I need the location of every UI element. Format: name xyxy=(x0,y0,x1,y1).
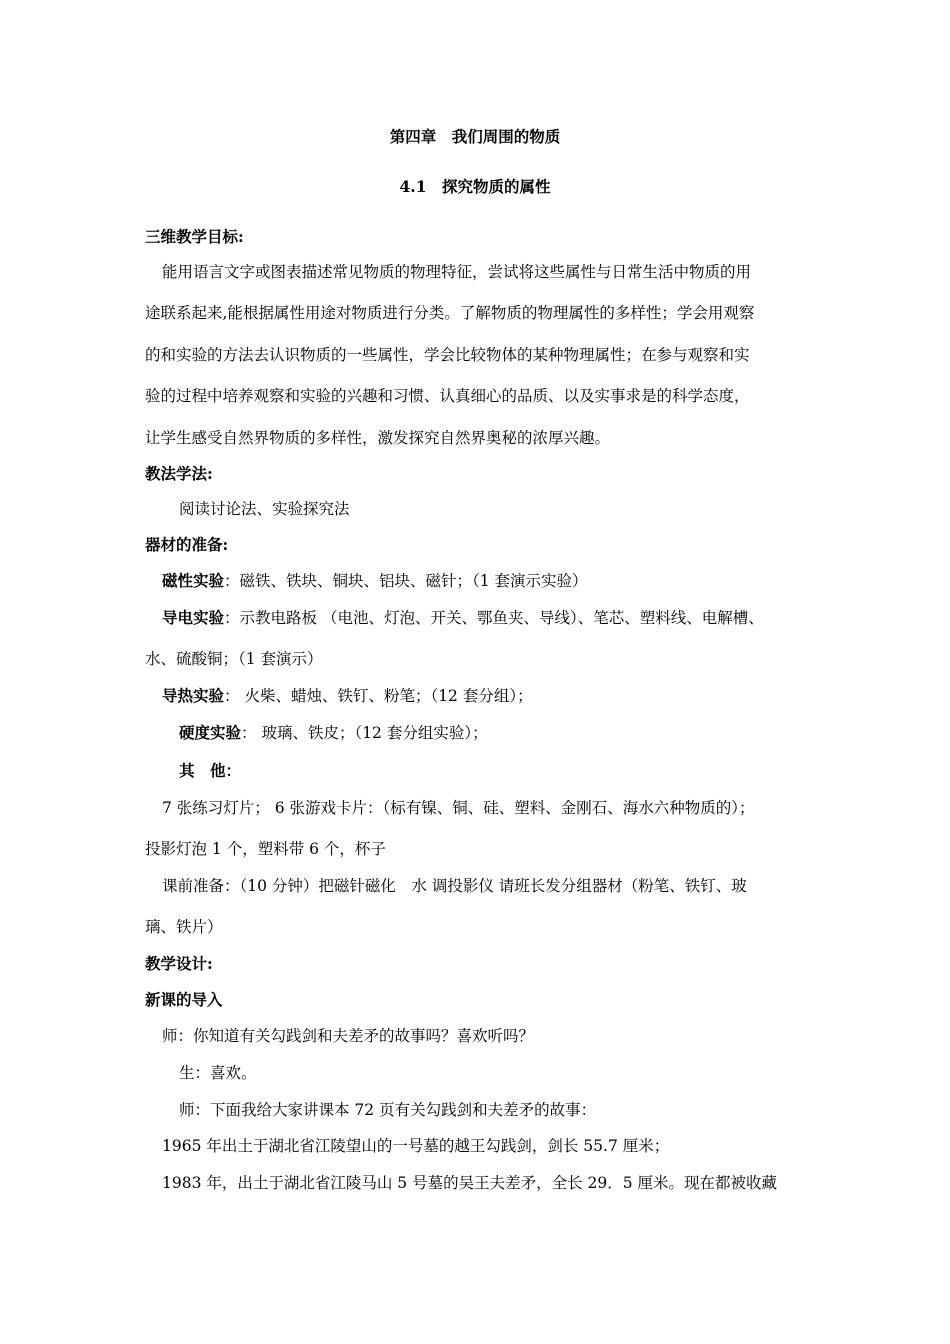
dialogue-line-1: 师：你知道有关勾践剑和夫差矛的故事吗？喜欢听吗？ xyxy=(162,1027,535,1045)
conductive-label: 导电实验 xyxy=(162,608,225,627)
goals-line-2: 途联系起来,能根据属性用途对物质进行分类。了解物质的物理属性的多样性；学会用观察 xyxy=(145,304,755,322)
intro-heading: 新课的导入 xyxy=(145,990,223,1009)
other-line-1: 7 张练习灯片； 6 张游戏卡片：（标有镍、铜、硅、塑料、金刚石、海水六种物质的）； xyxy=(162,799,755,817)
other-line-2: 投影灯泡 1 个，塑料带 6 个，杯子 xyxy=(145,840,386,858)
hardness-label: 硬度实验 xyxy=(179,723,242,742)
hardness-text: ： 玻璃、铁皮；（12 套分组实验）； xyxy=(241,724,488,742)
goals-line-5: 让学生感受自然界物质的多样性，激发探究自然界奥秘的浓厚兴趣。 xyxy=(145,429,611,447)
conductive-experiment xyxy=(162,608,764,628)
dialogue-line-3: 师：下面我给大家讲课本 72 页有关勾践剑和夫差矛的故事： xyxy=(179,1101,597,1119)
methods-heading: 教法学法: xyxy=(145,464,213,483)
design-heading: 教学设计: xyxy=(145,954,213,973)
magnetic-experiment xyxy=(162,571,588,591)
dialogue-line-2: 生：喜欢。 xyxy=(179,1064,257,1082)
thermal-text: ： 火柴、蜡烛、铁钉、粉笔；（12 套分组）； xyxy=(224,687,533,705)
goals-heading: 三维教学目标: xyxy=(145,227,244,246)
story-line-2: 1983 年，出土于湖北省江陵马山 5 号墓的吴王夫差矛，全长 29．5 厘米。现在都被收藏 xyxy=(162,1174,778,1192)
methods-text: 阅读讨论法、实验探究法 xyxy=(179,500,350,518)
goals-line-3: 的和实验的方法去认识物质的一些属性，学会比较物体的某种物理属性；在参与观察和实 xyxy=(145,346,750,364)
page-subtitle: 4.1 探究物质的属性 xyxy=(399,177,551,196)
thermal-label: 导热实验 xyxy=(162,686,225,705)
prep-line-2: 璃、铁片） xyxy=(145,918,223,936)
story-line-1: 1965 年出土于湖北省江陵望山的一号墓的越王勾践剑，剑长 55.7 厘米； xyxy=(162,1137,670,1155)
other-heading: 其 他： xyxy=(179,761,242,780)
materials-heading: 器材的准备: xyxy=(145,535,229,554)
page-title: 第四章 我们周围的物质 xyxy=(389,127,561,146)
magnetic-label: 磁性实验 xyxy=(162,571,225,590)
prep-line-1: 课前准备：（10 分钟）把磁针磁化 水 调投影仪 请班长发分组器材（粉笔、铁钉、玻 xyxy=(162,877,747,895)
thermal-experiment xyxy=(162,686,533,706)
hardness-experiment xyxy=(179,723,488,743)
magnetic-text: ：磁铁、铁块、铜块、铝块、磁针；（1 套演示实验） xyxy=(224,572,588,590)
conductive-text: ：示教电路板 （电池、灯泡、开关、鄂鱼夹、导线）、笔芯、塑料线、电解槽、 xyxy=(224,609,764,627)
goals-line-4: 验的过程中培养观察和实验的兴趣和习惯、认真细心的品质、以及实事求是的科学态度， xyxy=(145,387,750,405)
conductive-continuation: 水、硫酸铜；（1 套演示） xyxy=(145,650,323,668)
goals-line-1: 能用语言文字或图表描述常见物质的物理特征，尝试将这些属性与日常生活中物质的用 xyxy=(162,263,752,281)
